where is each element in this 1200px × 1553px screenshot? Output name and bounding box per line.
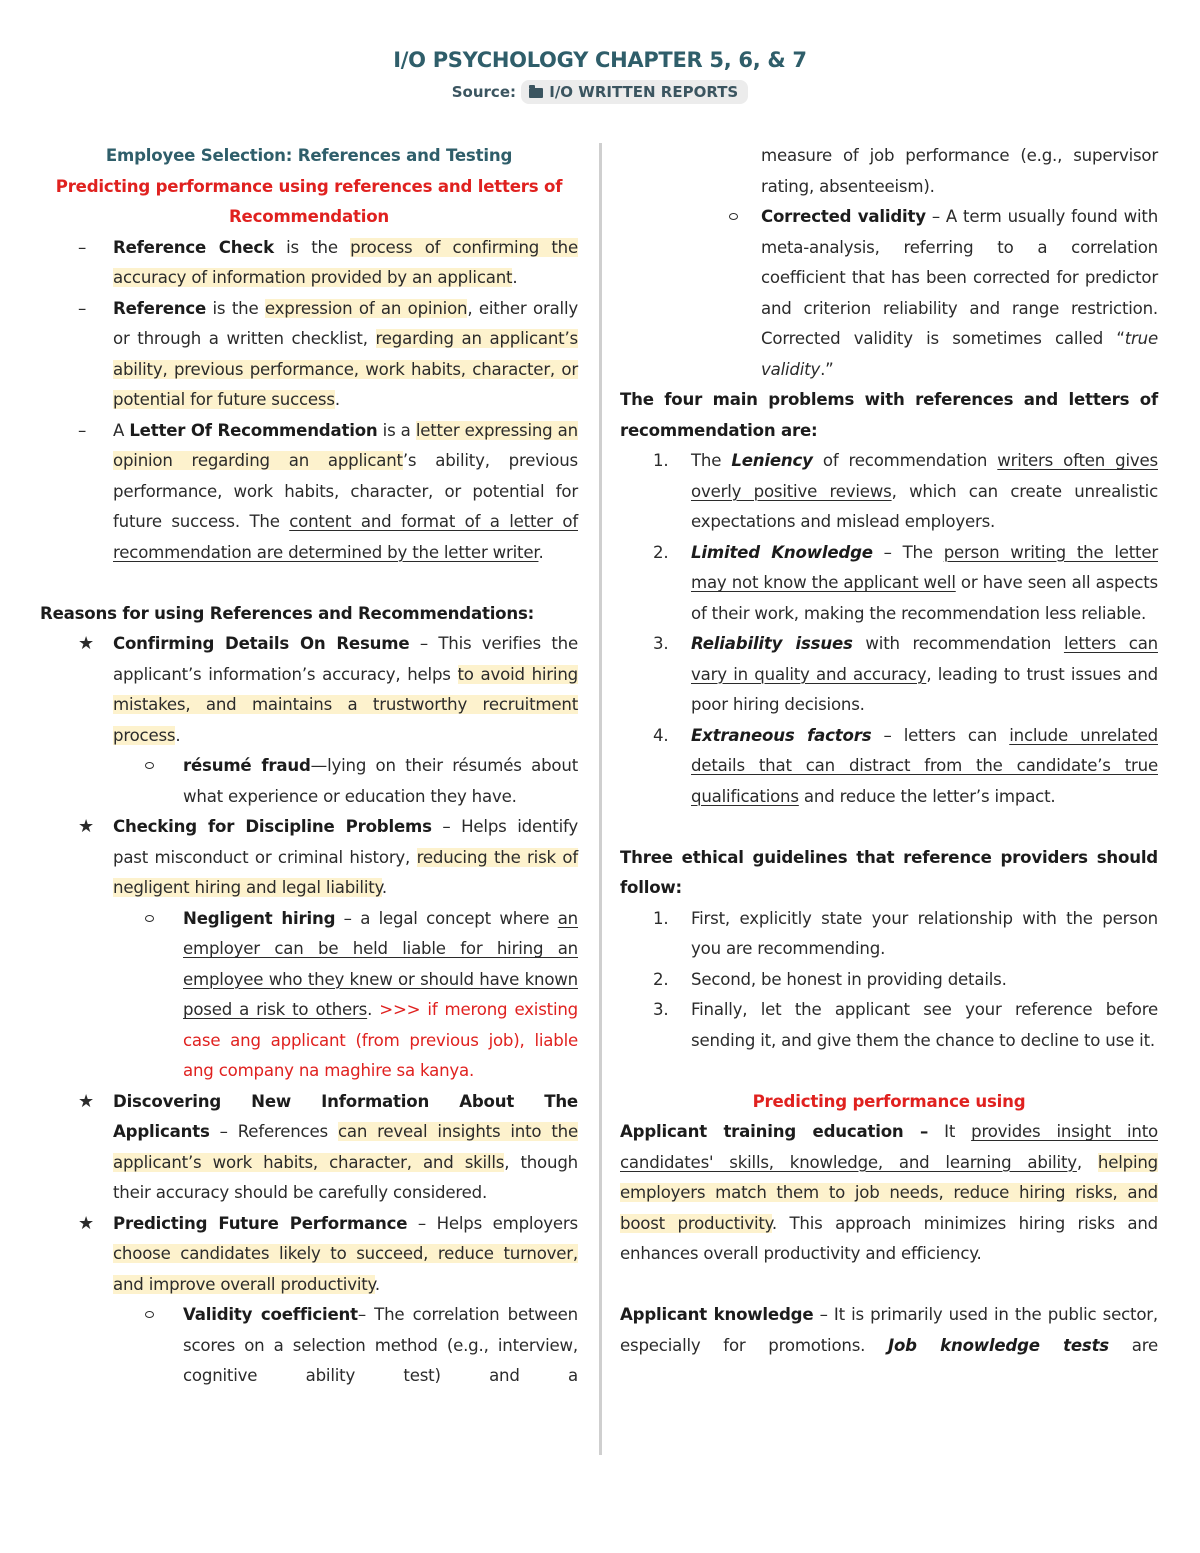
text: – Helps identify past misconduct or criminal history, [113,817,578,867]
text: , though their accuracy should be carefully considered. [113,1152,578,1202]
highlight: process of confirming the accuracy of information provided by an applicant [113,237,578,287]
circle-bullet-icon [145,1311,154,1318]
highlight: to avoid hiring mistakes, and maintains a trustworthy recruitment process [113,664,578,745]
text: Finally, let the applicant see your reference before sending it, and give them the chance to decline to use it. [691,1000,1158,1050]
term: Confirming Details On Resume [113,634,410,653]
left-column [40,141,578,1392]
sub-item-validity-coefficient [40,1300,578,1392]
right-column [620,141,1158,1361]
term: Reliability issues [691,634,853,653]
page-title: I/O PSYCHOLOGY CHAPTER 5, 6, & 7 [393,48,807,72]
text: ’s ability, previous performance, work habits, character, or potential for future success. The [113,451,578,531]
list-item-problem-4 [620,721,1158,813]
text: – letters can [871,725,1010,745]
section-subtitle: Predicting performance using references and letters of Recommendation [55,176,563,226]
predicting-title: Predicting performance using [752,1091,1026,1111]
underline: letters can vary in quality and accuracy [691,634,1158,684]
dash-marker: – [78,298,87,318]
term: Discovering New Information About The Applicants [113,1091,578,1141]
dash-marker: – [78,420,87,440]
term: Checking for Discipline Problems [113,817,432,836]
text: . [381,878,387,897]
text: . [538,542,544,562]
star-icon: ★ [78,1090,94,1112]
list-item-confirming-details [40,629,578,751]
list-item-predicting-performance [40,1209,578,1301]
dash-marker: – [78,237,87,257]
section-title: Employee Selection: References and Testing [105,146,513,165]
italic: true validity [761,329,1158,379]
underline: writers often gives overly positive reviews [691,451,1158,501]
term: Limited Knowledge [691,542,873,562]
list-item-discovering-information [40,1087,578,1209]
sub-item-resume-fraud [40,751,578,812]
text: First, explicitly state your relationship with the person you are recommending. [691,908,1158,958]
highlight: expression of an opinion [264,298,468,318]
text: —lying on their résumés about what experience or education they have. [183,756,579,806]
text: – References [209,1122,338,1141]
text: . [374,1274,380,1294]
text: , which can create unrealistic expectations and mislead employers. [691,481,1158,531]
highlight: choose candidates likely to succeed, reduce turnover, and improve overall productivity [113,1244,578,1294]
reasons-title [40,599,578,630]
bold-italic: Job knowledge tests [888,1335,1109,1355]
problems-title-text: The four main problems with references and letters of recommendation are: [620,390,1158,440]
term: Reference Check [113,237,274,257]
underline: person writing the letter may not know the applicant well [691,542,1158,592]
ethical-title [620,843,1158,904]
term: résumé fraud [183,756,311,775]
ethical-title-text: Three ethical guidelines that reference providers should follow: [620,847,1158,897]
text: is a [377,420,416,440]
paragraph-applicant-knowledge [620,1300,1158,1361]
circle-bullet-icon [145,762,154,769]
problems-title [620,385,1158,446]
text: , leading to trust issues and poor hiring decisions. [691,664,1158,714]
highlight: can reveal insights into the applicant’s work habits, character, and skills [113,1122,579,1172]
sub-item-negligent-hiring [40,904,578,1087]
text: .” [820,359,834,379]
term: Reference [113,298,207,318]
term: Corrected validity [761,207,926,226]
text: is the [273,237,351,257]
term: Negligent hiring [183,908,336,928]
text: . [367,1000,380,1019]
text: . This approach minimizes hiring risks and enhances overall productivity and efficiency. [620,1213,1158,1263]
text: . [334,390,340,409]
text: Second, be honest in providing details. [691,969,1007,989]
star-icon: ★ [78,633,94,654]
number-marker: 1. [653,908,669,928]
folder-icon [529,88,543,98]
number-marker: 2. [653,542,669,562]
underline: include unrelated details that can distract from the candidate’s true qualifications [691,725,1158,806]
number-marker: 1. [653,451,669,470]
list-item-reference-check [40,233,578,294]
highlight: letter expressing an opinion regarding an applicant [113,420,578,470]
list-item-ethical-3 [620,995,1158,1056]
text: – The [872,542,944,562]
text: with recommendation [852,634,1064,653]
text: and reduce the letter’s impact. [798,786,1056,806]
circle-bullet-icon [145,915,154,922]
paragraph-training-education [620,1117,1158,1270]
highlight: helping employers match them to job needs, reduce hiring risks, and boost productivity [620,1152,1159,1233]
text: – This verifies the applicant’s information’s accuracy, helps [113,634,579,684]
source-chip-label: I/O WRITTEN REPORTS [549,83,739,101]
list-item-discipline-problems [40,812,578,904]
list-item-problem-3 [620,629,1158,721]
underline: provides insight into candidates' skills, knowledge, and learning ability [620,1122,1158,1172]
text: – a legal concept where [335,908,558,928]
underline: content and format of a letter of recommendation are determined by the letter writer [113,512,578,562]
star-icon: ★ [78,816,94,837]
text: or have seen all aspects of their work, making the recommendation less reliable. [691,573,1158,623]
list-item-reference [40,294,578,416]
text: . [512,268,518,287]
column-divider [599,143,602,1455]
list-item-problem-1 [620,446,1158,538]
text: are [1108,1335,1158,1355]
term: Applicant knowledge [620,1305,814,1324]
term: Letter Of Recommendation [129,420,378,440]
source-chip[interactable] [521,80,748,104]
term: Predicting Future Performance [113,1213,408,1233]
text: – A term usually found with meta-analysis, referring to a correlation coefficient that has been corrected for predictor and criterion reliability and range restriction. Corrected validity is sometimes called “ [761,207,1159,348]
term: Extraneous factors [691,725,872,745]
highlight: regarding an applicant’s ability, previous performance, work habits, character, or potential for future success [113,329,578,409]
red-note: >>> if merong existing case ang applicant (from previous job), liable ang company na maghire sa kanya. [183,1000,579,1080]
number-marker: 4. [653,725,669,745]
list-item-problem-2 [620,538,1158,630]
text: – The correlation between scores on a selection method (e.g., interview, cognitive ability test) and a [183,1305,578,1385]
term: Leniency [731,451,813,470]
term: Validity coefficient [183,1305,358,1324]
text: The [691,451,732,470]
text: A [113,420,130,440]
term: Applicant training education – [620,1122,929,1141]
number-marker: 3. [653,634,669,653]
star-icon: ★ [78,1212,94,1234]
list-item-ethical-2 [620,965,1158,996]
list-item-ethical-1 [620,904,1158,965]
source-line [0,80,1200,104]
text: . [175,725,181,745]
text: , either orally or through a written checklist, [113,298,578,348]
highlight: reducing the risk of negligent hiring and legal liability [113,847,578,897]
reasons-title-text: Reasons for using References and Recommendations: [40,603,535,623]
list-item-letter-of-recommendation [40,416,578,569]
source-label: Source: [451,83,516,101]
number-marker: 3. [653,1000,669,1019]
text: of recommendation [812,451,998,470]
text: – Helps employers [407,1213,578,1233]
validity-continuation: measure of job performance (e.g., supervisor rating, absenteeism). [761,146,1158,196]
sub-item-corrected-validity [620,202,1158,385]
text: It [928,1122,972,1141]
text: is the [206,298,265,318]
text: , [1076,1152,1098,1172]
text: – It is primarily used in the public sector, especially for promotions. [620,1305,1158,1355]
underline: an employer can be held liable for hiring an employee who they knew or should have known posed a risk to others [183,908,578,1019]
circle-bullet-icon [729,213,738,220]
number-marker: 2. [653,969,669,989]
